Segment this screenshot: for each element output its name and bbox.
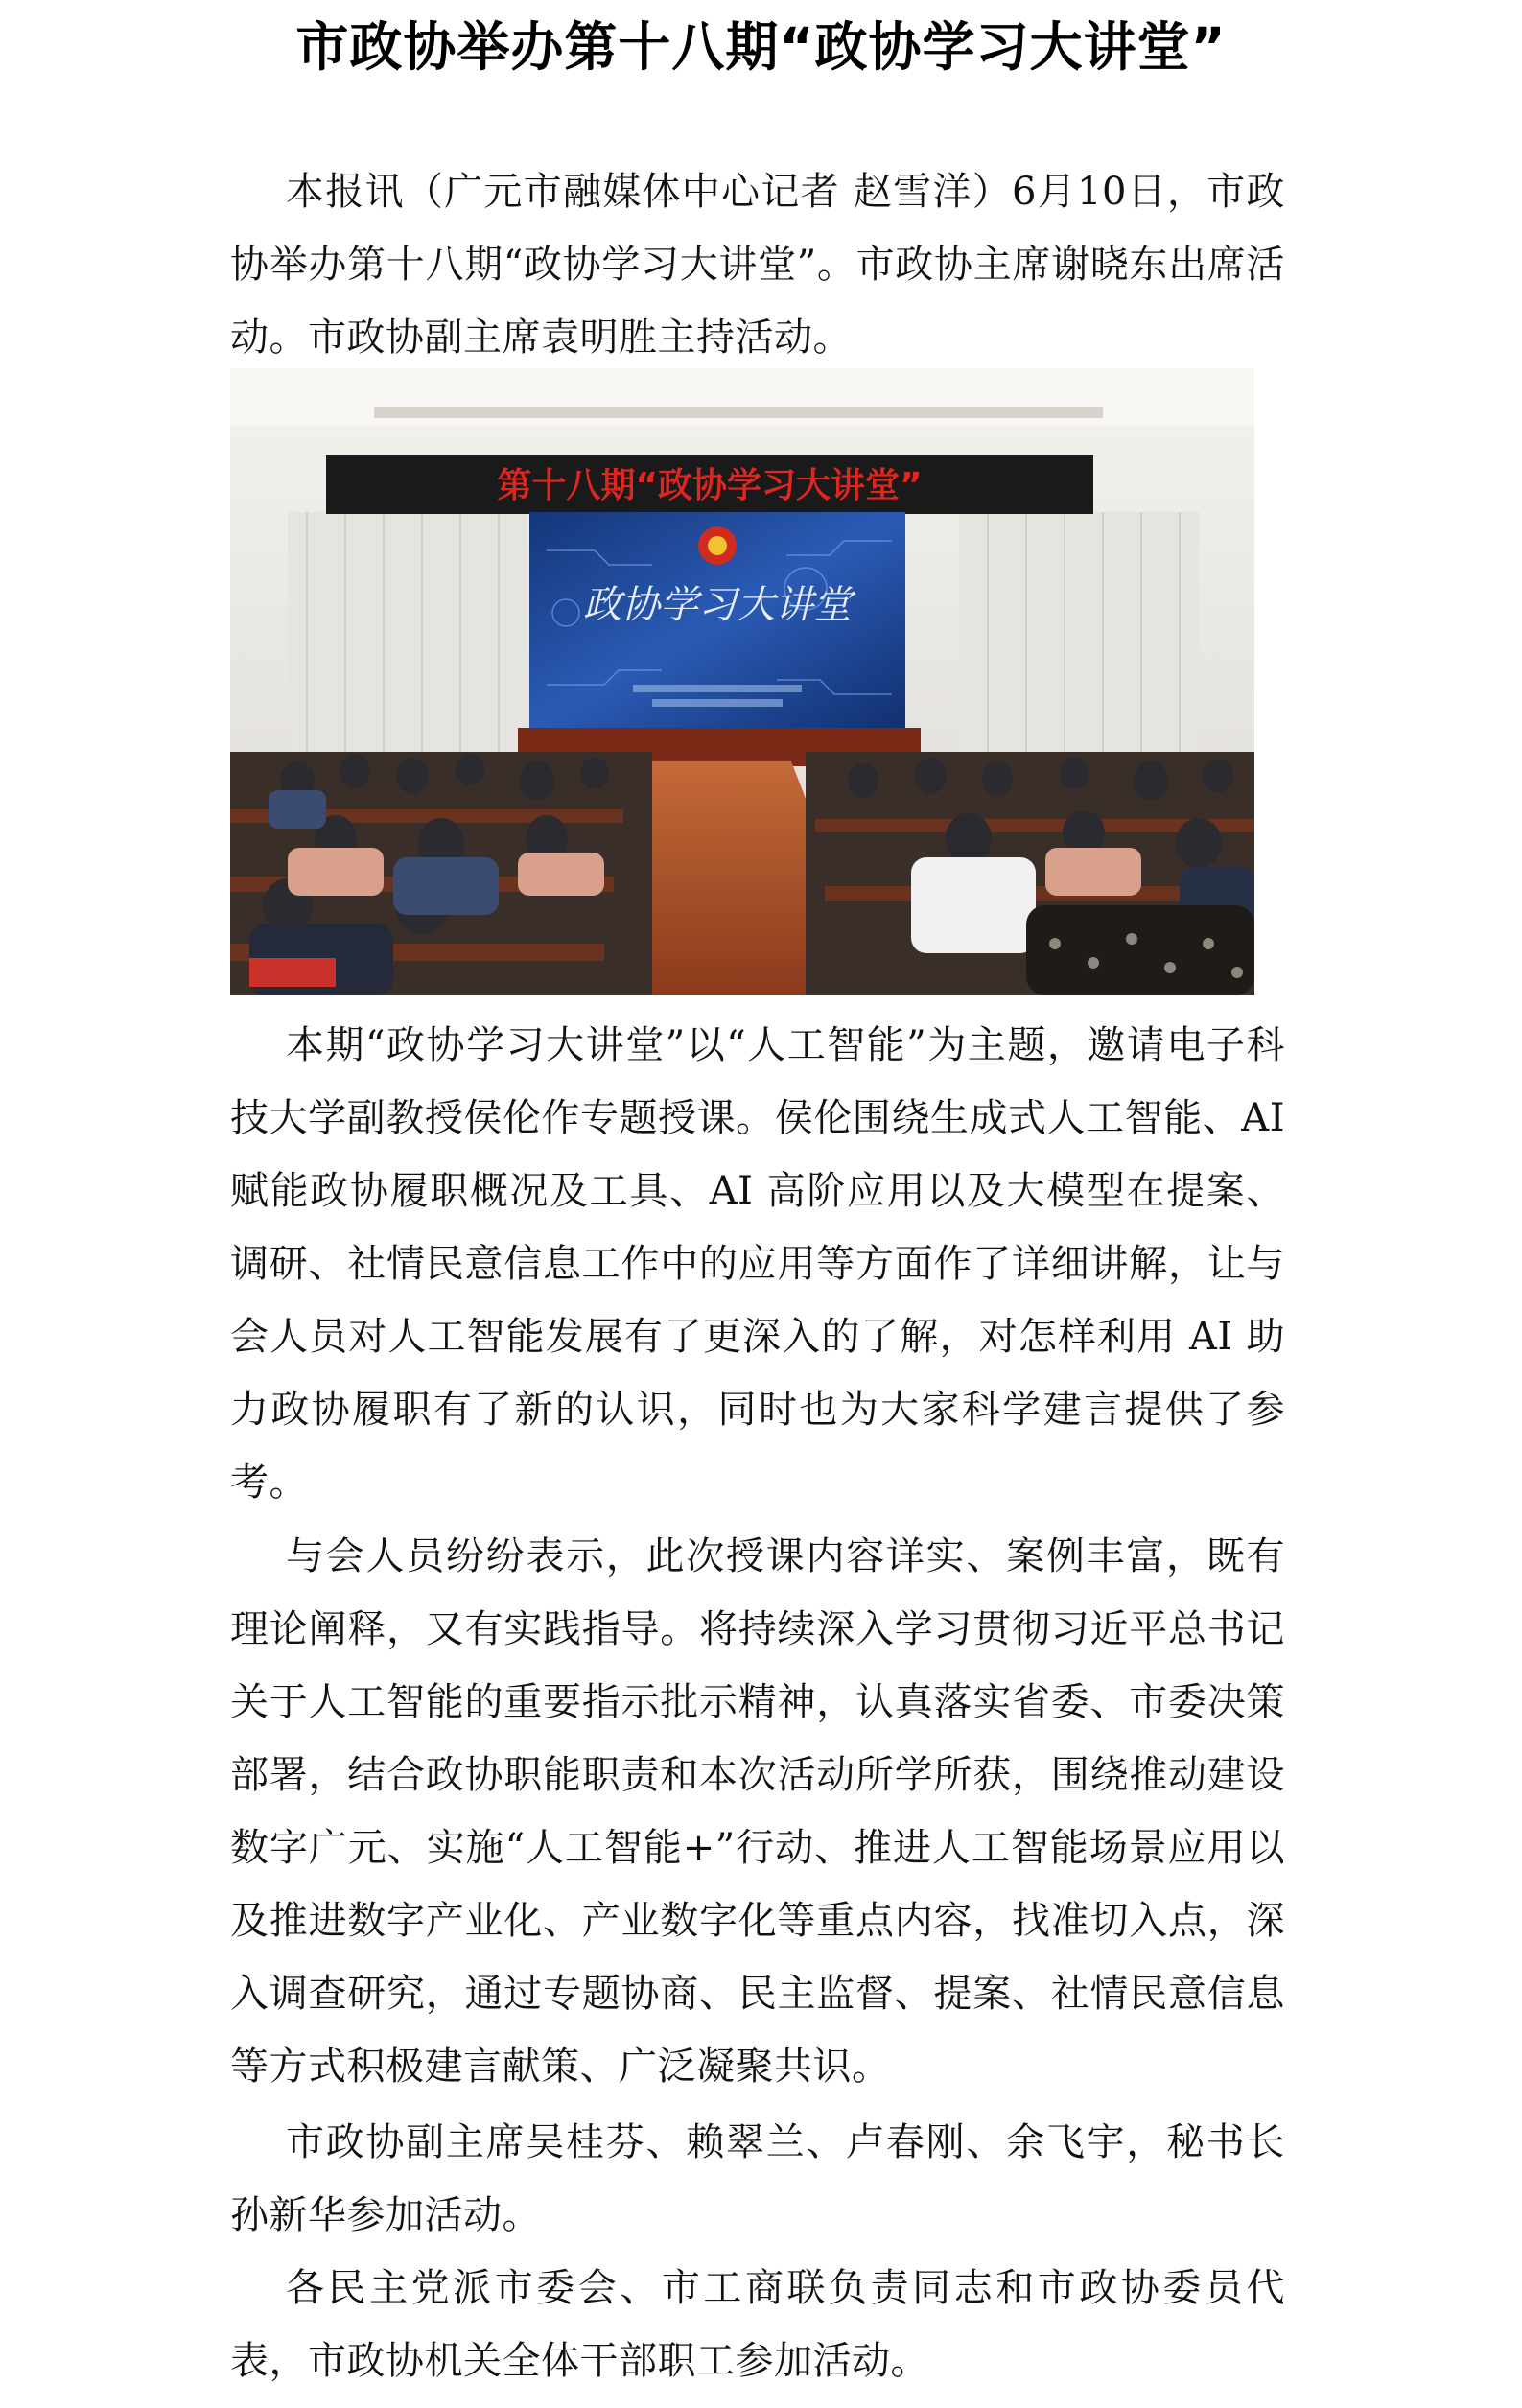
meeting-photo	[230, 368, 1254, 995]
article-title: 市政协举办第十八期“政协学习大讲堂”	[295, 16, 1227, 78]
left-seating	[230, 752, 652, 995]
left-curtain	[288, 512, 527, 761]
article-paragraph-1: 本报讯（广元市融媒体中心记者 赵雪洋）6月10日，市政协举办第十八期“政协学习大讲堂”。市政协主席谢晓东出席活动。市政协副主席袁明胜主持活动。	[230, 170, 1285, 360]
article-paragraph-5: 各民主党派市委会、市工商联负责同志和市政协委员代表，市政协机关全体干部职工参加活动。	[230, 2266, 1285, 2383]
screen-title: 政协学习大讲堂	[583, 583, 852, 627]
banner-text: 第十八期“政协学习大讲堂”	[497, 466, 923, 505]
article-paragraph-2: 本期“政协学习大讲堂”以“人工智能”为主题，邀请电子科技大学副教授侯伦作专题授课。侯伦围绕生成式人工智能、AI 赋能政协履职概况及工具、AI 高阶应用以及大模型在提案、调研、社情民意信息工作中的应用等方面作了详细讲解，让与会人员对人工智能发展有了更深入的了解，对怎样利用 AI 助力政协履职有了新的认识，同时也为大家科学建言提供了参考。	[230, 1023, 1285, 1505]
article-paragraph-3: 与会人员纷纷表示，此次授课内容详实、案例丰富，既有理论阐释，又有实践指导。将持续深入学习贯彻习近平总书记关于人工智能的重要指示批示精神，认真落实省委、市委决策部署，结合政协职能职责和本次活动所学所获，围绕推动建设数字广元、实施“人工智能+”行动、推进人工智能场景应用以及推进数字产业化、产业数字化等重点内容，找准切入点，深入调查研究，通过专题协商、民主监督、提案、社情民意信息等方式积极建言献策、广泛凝聚共识。	[230, 1534, 1285, 2089]
right-curtain	[959, 512, 1199, 761]
article-paragraph-4: 市政协副主席吴桂芬、赖翠兰、卢春刚、余飞宇，秘书长孙新华参加活动。	[230, 2120, 1285, 2237]
right-seating	[806, 752, 1254, 995]
